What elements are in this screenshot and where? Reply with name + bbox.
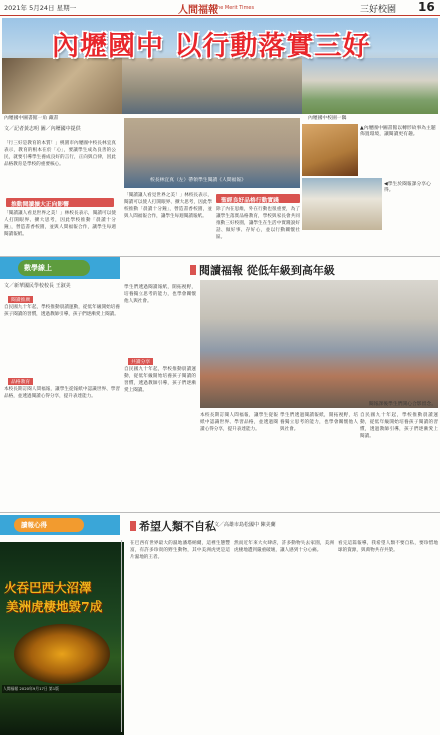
column-rule: [121, 540, 122, 732]
page-header: [0, 0, 440, 16]
banner-title: 內壢國中 以行動落實三好: [52, 31, 371, 62]
article2-kicker1: 閱讀推廣: [8, 296, 33, 303]
sharing-photo: [302, 178, 382, 230]
campus-caption: 內壢國中校園一隅: [308, 116, 347, 121]
masthead-english: The Merit Times: [214, 5, 255, 11]
group-photo-caption: 閱報課後學生們開心合影留念。: [368, 402, 436, 407]
article3-byline: 文／高雄市島松國中 陳美蘭: [214, 522, 276, 528]
section-divider-2: [0, 512, 440, 513]
article1-subhead2: 聖經良好品格行動實踐: [216, 194, 300, 203]
library-decor-photo: [302, 124, 358, 176]
sharing-caption: ◀學生於閱報課分享心得。: [384, 182, 431, 194]
article1-body1: 「閱讀讓人看見世界之美！」林校長表示，閱讀可以使人打開眼界、擴大思考，因此學校推動「晨讀十分鐘」，營造書香校園，並與人間福報合作，讓學生每週閱讀報紙。: [4, 211, 116, 238]
article3-tag: 讀報心得: [14, 518, 84, 532]
article2-body3: 學生們透過閱讀報紙，開拓視野，培養獨立思考的能力，也學會關懷他人與社會。: [124, 285, 196, 305]
article1-subhead1: 推動閱讀擴大正向影響: [6, 198, 114, 207]
article1-body3: 除了內在思維，外在行動也很重要，為了讓學生落實品格教育，學校與家長會共同推動三好校園，讓學生在生活中實踐說好話、做好事、存好心，並以行動關懷社區。: [216, 207, 300, 241]
jaguar-image: [14, 624, 110, 684]
article2-tag: 數學線上: [18, 260, 90, 276]
article2-byline: 文／新華國民學校校長 王淑美: [4, 283, 71, 289]
section-name: 三好校園: [360, 5, 397, 15]
article2-body2: 本校長期訂閱人間福報，讓學生從報紙中認識世界、學習品格，並透過閱讀心得分享，提升表達能力。: [4, 387, 120, 400]
article1-intro: 「行三好是教育的本質！」桃園市內壢國中校長林宜真表示，教育的根本在於「心」，要讓學生成為良善的公民，就要引導學生養成良好的言行，正向與自律，因此品格教育是學校的重要核心。: [4, 141, 116, 168]
article3-title: 希望人類不自私: [130, 518, 216, 534]
article2-body6: 學生們透過閱讀報紙，開拓視野，培養獨立思考的能力，也學會關懷他人與社會。: [280, 413, 358, 433]
article3-body2: 然而近年來大火肆虐，許多動物失去家園，美洲虎棲地遭到嚴重破壞，讓人感到十分心痛。: [234, 541, 334, 554]
clipping-headline1: 火吞巴西大沼澤: [4, 580, 92, 595]
classroom-caption: 校長林宜真（左）帶領學生閱讀《人間福報》: [150, 178, 246, 183]
campus-photo: [302, 58, 438, 114]
masthead-logo: 人間福報: [178, 5, 218, 16]
article2-body1: 自民國九十年起，學校推動晨讀運動，從低年級開始培養孩子閱讀的習慣，透過教師引導，孩子們逐漸愛上閱讀。: [4, 305, 120, 318]
article1-byline: 文／記者黃志明 圖／內壢國中提供: [4, 126, 81, 132]
group-photo: [200, 280, 438, 408]
article2-tag-bar: [0, 257, 120, 279]
newspaper-clipping: [0, 542, 124, 735]
article3-body1: 在巴西有世界最大的濕地潘塔納爾，這裡生態豐富，有許多珍貴的野生動物，其中美洲虎更是這片濕地的王者。: [130, 541, 230, 561]
article1-body2: 「閱讀讓人看見世界之美！」林校長表示，閱讀可以使人打開眼界、擴大思考，因此學校推動「晨讀十分鐘」，營造書香校園，並與人間福報合作，讓學生每週閱讀報紙。: [124, 193, 212, 220]
library-photo: [2, 58, 122, 114]
article3-body3: 看完這篇報導，我希望人類不要自私，要珍惜地球的資源，與萬物共存共榮。: [338, 541, 438, 554]
article2-kicker2: 品格教育: [8, 378, 33, 385]
article3-tag-bar: [0, 515, 120, 535]
page-number: 16: [418, 0, 435, 14]
classroom-photo: [122, 58, 302, 114]
issue-date: 2021年 5月24日 星期一: [4, 4, 77, 12]
clipping-source: 人間福報 2020年9月17日 第1版: [2, 685, 122, 693]
article2-body4: 自民國九十年起，學校推動晨讀運動，從低年級開始培養孩子閱讀的習慣，透過教師引導，孩子們逐漸愛上閱讀。: [124, 367, 196, 394]
article2-kicker3: 共讀分享: [128, 358, 153, 365]
library-decor-caption: ▲內壢國中圖書館以轉形故事為主題佈置環境，讓閱讀更有趣。: [360, 126, 436, 138]
top-banner: [2, 18, 438, 114]
article2-body5: 本校長期訂閱人間福報，讓學生從報紙中認識世界、學習品格，並透過閱讀心得分享，提升表達能力。: [200, 413, 278, 433]
clipping-headline2: 美洲虎棲地毀7成: [6, 599, 103, 614]
article2-title: 閱讀福報 從低年級到高年級: [190, 262, 335, 278]
article2-body7: 自民國九十年起，學校推動晨讀運動，從低年級開始培養孩子閱讀的習慣，透過教師引導，孩子們逐漸愛上閱讀。: [360, 413, 438, 440]
library-caption: 內壢國中圖書館一角 藏書: [4, 116, 59, 121]
